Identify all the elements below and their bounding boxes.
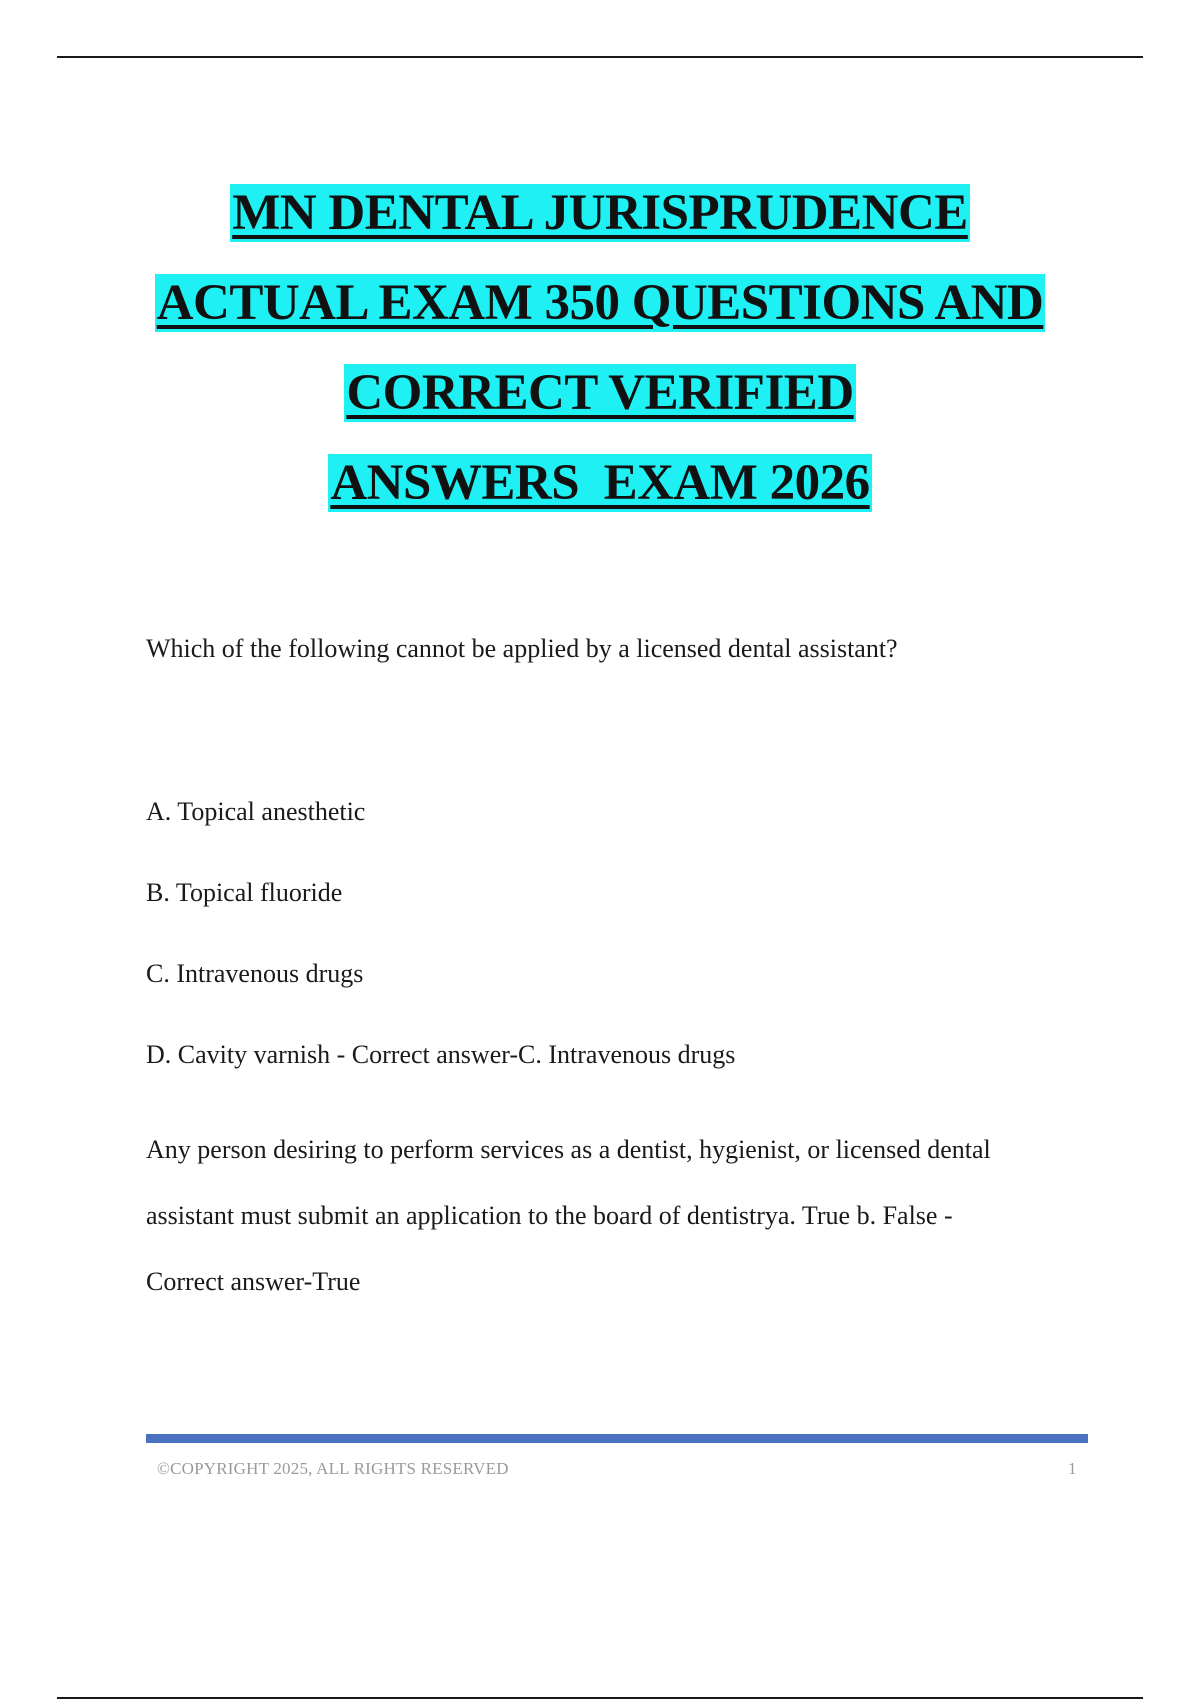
title-line xyxy=(0,270,1200,360)
answer-option-b: B. Topical fluoride xyxy=(146,878,343,907)
paragraph-line: Correct answer-True xyxy=(146,1267,361,1296)
title-line xyxy=(0,180,1200,270)
title-line-text: ACTUAL EXAM 350 QUESTIONS AND xyxy=(156,275,1044,331)
document-title xyxy=(0,180,1200,540)
paragraph-line: Any person desiring to perform services as a dentist, hygienist, or licensed dental xyxy=(146,1135,991,1164)
footer-bar xyxy=(146,1434,1088,1443)
title-line xyxy=(0,450,1200,540)
answer-option-d: D. Cavity varnish - Correct answer-C. Intravenous drugs xyxy=(146,1040,736,1069)
answer-option-a: A. Topical anesthetic xyxy=(146,797,366,826)
footer-copyright: ©COPYRIGHT 2025, ALL RIGHTS RESERVED xyxy=(157,1459,509,1478)
title-line xyxy=(0,360,1200,450)
title-line-text: CORRECT VERIFIED xyxy=(346,365,854,421)
title-line-text: ANSWERS EXAM 2026 xyxy=(330,455,870,511)
title-line-text: MN DENTAL JURISPRUDENCE xyxy=(232,185,968,241)
paragraph-line: assistant must submit an application to the board of dentistrya. True b. False - xyxy=(146,1201,953,1230)
answer-option-c: C. Intravenous drugs xyxy=(146,959,364,988)
question-prompt: Which of the following cannot be applied by a licensed dental assistant? xyxy=(146,634,898,663)
question-paragraph xyxy=(146,1117,1086,1315)
top-rule xyxy=(57,56,1143,58)
bottom-rule xyxy=(57,1697,1143,1699)
page-number: 1 xyxy=(1068,1459,1077,1478)
